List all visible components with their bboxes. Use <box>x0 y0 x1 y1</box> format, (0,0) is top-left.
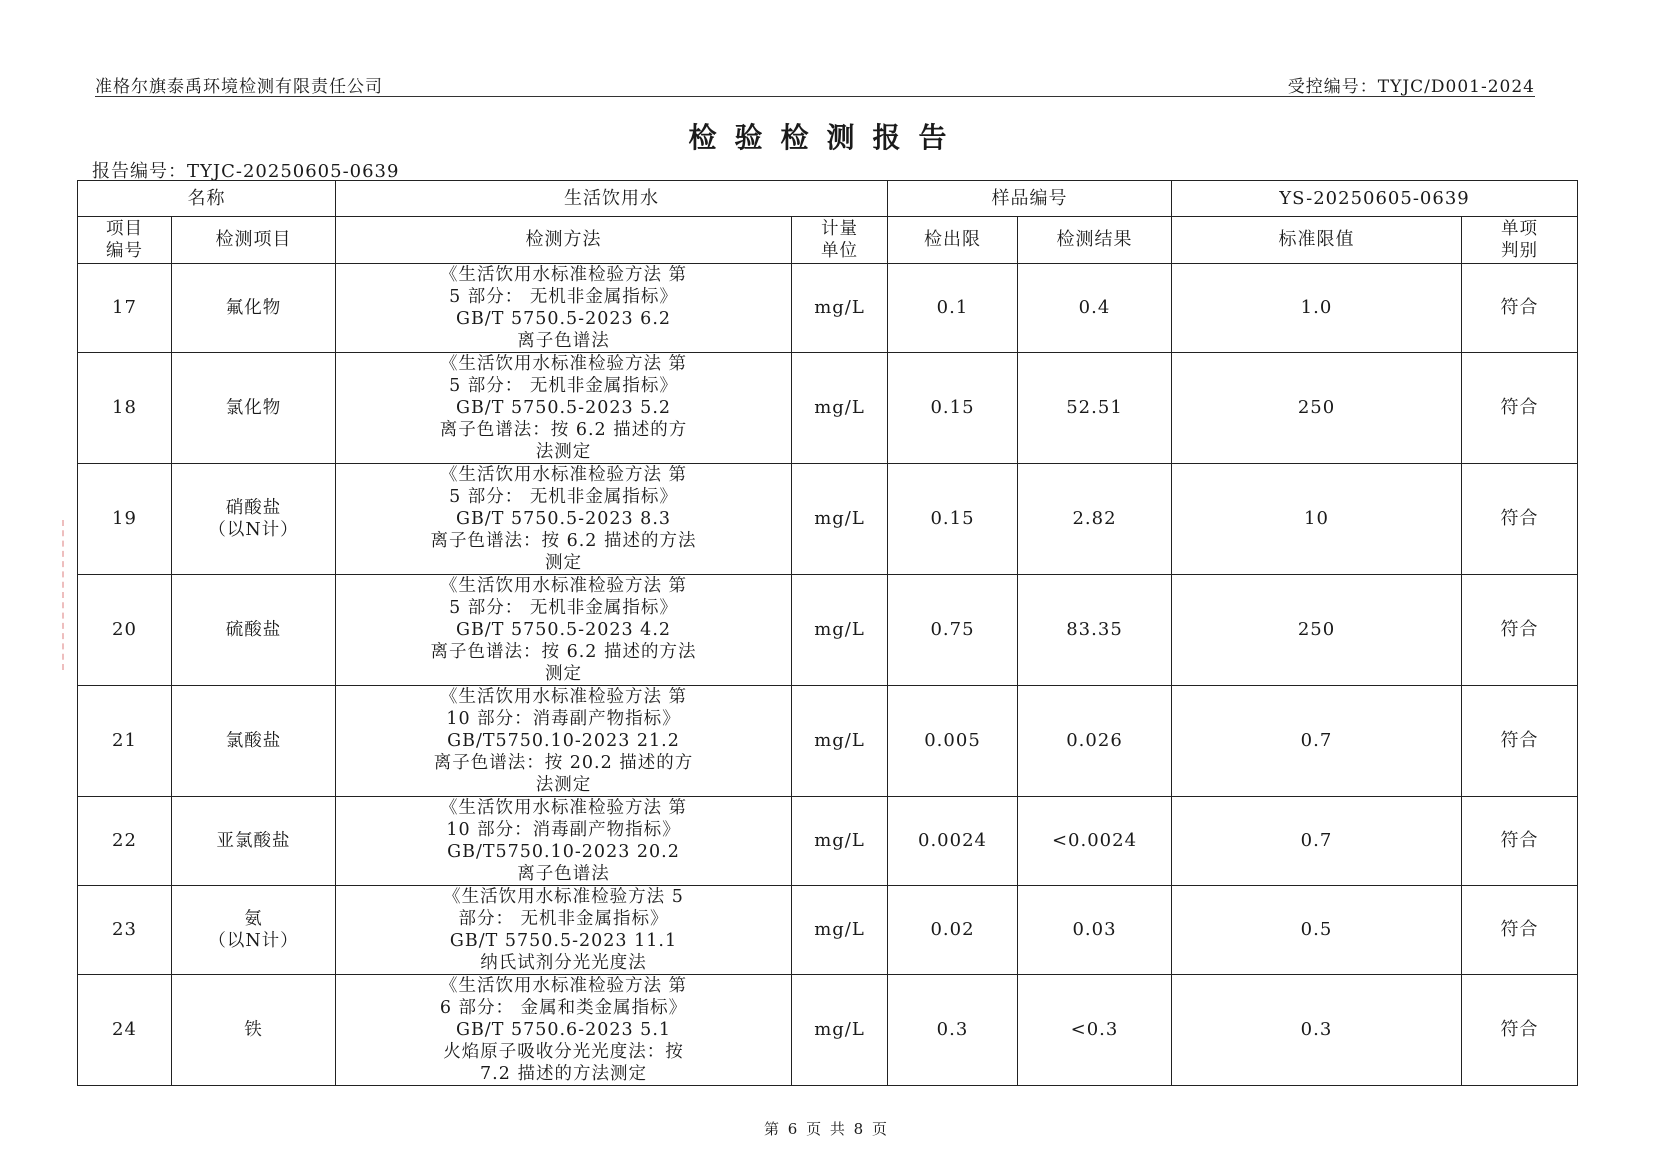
method-cell: 《生活饮用水标准检验方法 第 5 部分： 无机非金属指标》 GB/T 5750.5-2023 4.2 离子色谱法：按 6.2 描述的方法 测定 <box>336 575 792 686</box>
page-header <box>95 72 1535 97</box>
judgement-cell: 符合 <box>1462 575 1578 686</box>
col-method: 检测方法 <box>336 217 792 264</box>
results-table <box>77 180 1578 1086</box>
item-no-cell: 18 <box>78 353 172 464</box>
judgement-cell: 符合 <box>1462 464 1578 575</box>
item-no-cell: 19 <box>78 464 172 575</box>
unit-cell: mg/L <box>792 975 888 1086</box>
judgement-cell: 符合 <box>1462 353 1578 464</box>
limit-cell: 0.02 <box>888 886 1018 975</box>
result-cell: 0.03 <box>1018 886 1172 975</box>
item-no-cell: 23 <box>78 886 172 975</box>
sample-no-value: YS-20250605-0639 <box>1172 181 1578 217</box>
judgement-cell: 符合 <box>1462 264 1578 353</box>
result-cell: <0.0024 <box>1018 797 1172 886</box>
column-header-row <box>78 217 1578 264</box>
company-name: 准格尔旗泰禹环境检测有限责任公司 <box>95 77 383 97</box>
table-row <box>78 797 1578 886</box>
sample-info-row <box>78 181 1578 217</box>
col-judgement: 单项 判别 <box>1462 217 1578 264</box>
item-name-cell: 铁 <box>172 975 336 1086</box>
control-number: 受控编号：TYJC/D001-2024 <box>1287 77 1535 97</box>
sample-no-label: 样品编号 <box>888 181 1172 217</box>
item-name-cell: 氟化物 <box>172 264 336 353</box>
judgement-cell: 符合 <box>1462 886 1578 975</box>
seam-stamp <box>16 520 64 670</box>
method-cell: 《生活饮用水标准检验方法 第 5 部分： 无机非金属指标》 GB/T 5750.5-2023 6.2 离子色谱法 <box>336 264 792 353</box>
unit-cell: mg/L <box>792 797 888 886</box>
limit-cell: 0.75 <box>888 575 1018 686</box>
unit-cell: mg/L <box>792 886 888 975</box>
item-no-cell: 21 <box>78 686 172 797</box>
item-no-cell: 17 <box>78 264 172 353</box>
col-item-no: 项目 编号 <box>78 217 172 264</box>
name-label: 名称 <box>78 181 336 217</box>
item-no-cell: 24 <box>78 975 172 1086</box>
unit-cell: mg/L <box>792 464 888 575</box>
limit-cell: 0.1 <box>888 264 1018 353</box>
method-cell: 《生活饮用水标准检验方法 第 10 部分：消毒副产物指标》 GB/T5750.10-2023 21.2 离子色谱法：按 20.2 描述的方 法测定 <box>336 686 792 797</box>
col-limit: 检出限 <box>888 217 1018 264</box>
col-result: 检测结果 <box>1018 217 1172 264</box>
table-row <box>78 353 1578 464</box>
judgement-cell: 符合 <box>1462 686 1578 797</box>
table-row <box>78 464 1578 575</box>
judgement-cell: 符合 <box>1462 797 1578 886</box>
limit-cell: 0.15 <box>888 464 1018 575</box>
col-unit: 计量 单位 <box>792 217 888 264</box>
report-number: 报告编号：TYJC-20250605-0639 <box>92 161 400 182</box>
method-cell: 《生活饮用水标准检验方法 第 5 部分： 无机非金属指标》 GB/T 5750.5-2023 8.3 离子色谱法：按 6.2 描述的方法 测定 <box>336 464 792 575</box>
limit-cell: 0.0024 <box>888 797 1018 886</box>
method-cell: 《生活饮用水标准检验方法 5 部分： 无机非金属指标》 GB/T 5750.5-2023 11.1 纳氏试剂分光光度法 <box>336 886 792 975</box>
method-cell: 《生活饮用水标准检验方法 第 5 部分： 无机非金属指标》 GB/T 5750.5-2023 5.2 离子色谱法：按 6.2 描述的方 法测定 <box>336 353 792 464</box>
standard-cell: 0.7 <box>1172 686 1462 797</box>
page-footer: 第 6 页 共 8 页 <box>764 1120 889 1138</box>
result-cell: <0.3 <box>1018 975 1172 1086</box>
table-row <box>78 886 1578 975</box>
report-title: 检验检测报告 <box>688 121 965 154</box>
result-cell: 52.51 <box>1018 353 1172 464</box>
item-name-cell: 硝酸盐 （以N计） <box>172 464 336 575</box>
standard-cell: 10 <box>1172 464 1462 575</box>
col-standard: 标准限值 <box>1172 217 1462 264</box>
table-row <box>78 686 1578 797</box>
name-value: 生活饮用水 <box>336 181 888 217</box>
item-name-cell: 氯酸盐 <box>172 686 336 797</box>
standard-cell: 250 <box>1172 575 1462 686</box>
table-row <box>78 975 1578 1086</box>
limit-cell: 0.3 <box>888 975 1018 1086</box>
result-cell: 83.35 <box>1018 575 1172 686</box>
result-cell: 2.82 <box>1018 464 1172 575</box>
table-row <box>78 575 1578 686</box>
item-name-cell: 氨 （以N计） <box>172 886 336 975</box>
unit-cell: mg/L <box>792 353 888 464</box>
result-cell: 0.4 <box>1018 264 1172 353</box>
unit-cell: mg/L <box>792 575 888 686</box>
table-row <box>78 264 1578 353</box>
item-no-cell: 22 <box>78 797 172 886</box>
item-name-cell: 亚氯酸盐 <box>172 797 336 886</box>
item-name-cell: 氯化物 <box>172 353 336 464</box>
standard-cell: 250 <box>1172 353 1462 464</box>
judgement-cell: 符合 <box>1462 975 1578 1086</box>
method-cell: 《生活饮用水标准检验方法 第 10 部分：消毒副产物指标》 GB/T5750.10-2023 20.2 离子色谱法 <box>336 797 792 886</box>
standard-cell: 0.5 <box>1172 886 1462 975</box>
unit-cell: mg/L <box>792 264 888 353</box>
standard-cell: 0.3 <box>1172 975 1462 1086</box>
method-cell: 《生活饮用水标准检验方法 第 6 部分： 金属和类金属指标》 GB/T 5750.6-2023 5.1 火焰原子吸收分光光度法：按 7.2 描述的方法测定 <box>336 975 792 1086</box>
result-cell: 0.026 <box>1018 686 1172 797</box>
standard-cell: 0.7 <box>1172 797 1462 886</box>
limit-cell: 0.15 <box>888 353 1018 464</box>
unit-cell: mg/L <box>792 686 888 797</box>
limit-cell: 0.005 <box>888 686 1018 797</box>
col-item: 检测项目 <box>172 217 336 264</box>
standard-cell: 1.0 <box>1172 264 1462 353</box>
item-name-cell: 硫酸盐 <box>172 575 336 686</box>
item-no-cell: 20 <box>78 575 172 686</box>
